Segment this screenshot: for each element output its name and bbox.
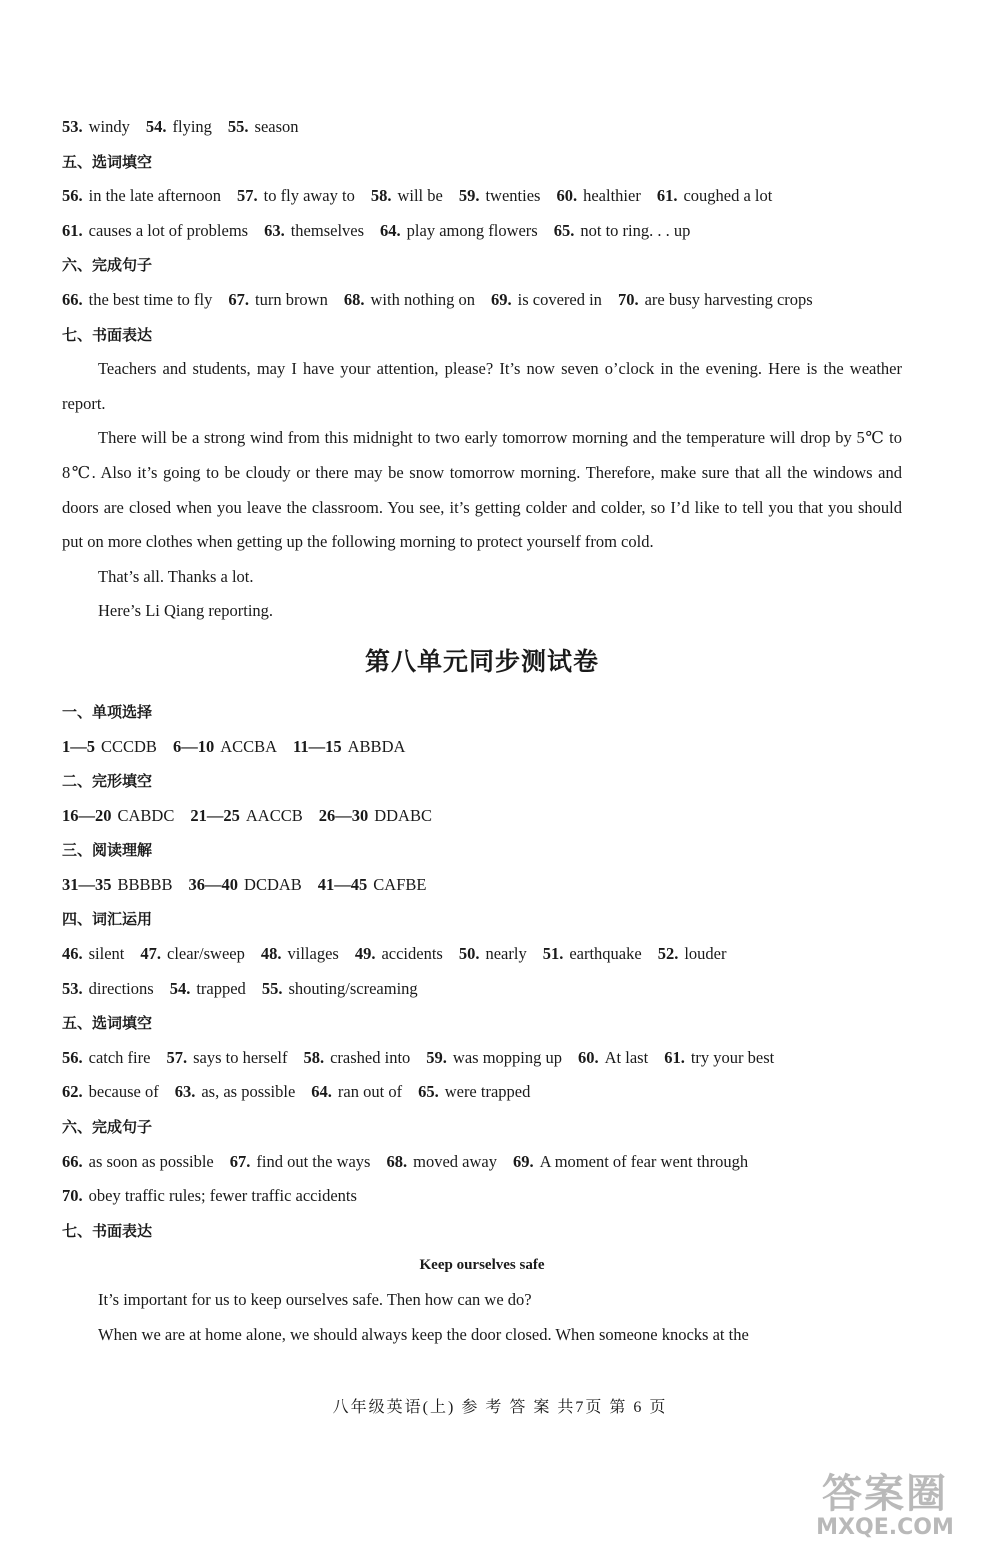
answer-item	[264, 214, 364, 249]
answer-text: CABDC	[117, 805, 175, 825]
question-number: 46.	[62, 944, 83, 964]
answer-item	[189, 868, 302, 903]
answer-text: obey traffic rules; fewer traffic accidents	[88, 1186, 357, 1206]
answer-item	[554, 214, 691, 249]
answer-item	[62, 972, 154, 1007]
answer-item	[319, 799, 432, 834]
answer-row	[62, 1145, 902, 1180]
section-heading: 一、单项选择	[62, 702, 153, 721]
answer-row	[62, 1179, 902, 1214]
answer-item	[230, 1145, 371, 1180]
question-number: 70.	[62, 1186, 83, 1206]
question-number: 64.	[380, 220, 401, 240]
question-number: 50.	[458, 944, 480, 964]
answer-text: were trapped	[444, 1082, 531, 1102]
question-number: 6—10	[172, 736, 215, 756]
question-number: 31—35	[62, 874, 112, 894]
essay-paragraph: Here’s Li Qiang reporting.	[98, 601, 274, 621]
question-number: 48.	[260, 944, 282, 964]
question-number: 54.	[145, 117, 167, 136]
answer-row	[62, 283, 902, 318]
section-heading: 五、选词填空	[62, 1014, 153, 1033]
answer-item	[657, 179, 773, 214]
answer-text: trapped	[196, 978, 246, 998]
answer-text: directions	[88, 978, 154, 998]
previous-unit-answers	[62, 110, 902, 629]
answer-row	[62, 110, 902, 145]
question-number: 55.	[261, 978, 283, 998]
question-number: 70.	[617, 289, 639, 309]
question-number: 52.	[657, 944, 679, 964]
answer-row	[62, 179, 902, 214]
answer-text: because of	[88, 1082, 159, 1102]
answer-item	[318, 868, 427, 903]
question-number: 64.	[311, 1082, 332, 1102]
question-number: 58.	[370, 186, 392, 206]
question-number: 51.	[542, 944, 564, 964]
answer-text: try your best	[690, 1047, 775, 1067]
essay-paragraph: When we are at home alone, we should always keep the door closed. When someone knocks at the	[98, 1324, 749, 1344]
answer-text: DCDAB	[244, 874, 302, 894]
answer-text: not to ring. . . up	[580, 220, 691, 240]
question-number: 47.	[140, 944, 161, 964]
answer-item	[459, 179, 541, 214]
answer-row	[62, 937, 902, 972]
question-number: 21—25	[190, 805, 240, 825]
question-number: 69.	[512, 1151, 534, 1171]
answer-text: BBBBB	[117, 874, 173, 894]
section-heading: 七、书面表达	[62, 1221, 153, 1240]
answer-text: turn brown	[254, 289, 328, 309]
page-footer: 八年级英语(上) 参 考 答 案 共7页 第 6 页	[332, 1399, 668, 1416]
question-number: 61.	[664, 1047, 685, 1067]
question-number: 63.	[264, 220, 285, 240]
answer-text: with nothing on	[370, 289, 475, 309]
essay-paragraph: Teachers and students, may I have your attention, please? It’s now seven o’clock in the evening. Here is the weather report.	[62, 359, 902, 413]
question-number: 60.	[556, 186, 578, 206]
watermark-logo-text: 答案圈	[822, 1471, 948, 1517]
answer-row	[62, 1075, 902, 1110]
answer-row	[62, 730, 902, 765]
answer-text: At last	[604, 1047, 649, 1067]
answer-item	[62, 868, 173, 903]
answer-item	[491, 283, 602, 318]
question-number: 65.	[553, 220, 575, 240]
answer-text: clear/sweep	[167, 944, 245, 964]
question-number: 69.	[491, 289, 512, 309]
question-number: 36—40	[188, 874, 239, 894]
answer-text: A moment of fear went through	[539, 1151, 749, 1171]
answer-text: says to herself	[193, 1047, 288, 1067]
section-heading: 三、阅读理解	[62, 841, 153, 860]
answer-text: causes a lot of problems	[88, 220, 249, 240]
answer-item	[311, 1075, 402, 1110]
question-number: 63.	[174, 1082, 196, 1102]
essay-paragraph: That’s all. Thanks a lot.	[98, 566, 254, 586]
essay-title: Keep ourselves safe	[419, 1257, 545, 1274]
watermark-logo	[800, 1472, 970, 1538]
answer-item	[578, 1041, 648, 1076]
section-heading: 六、完成句子	[62, 1118, 153, 1137]
question-number: 57.	[166, 1047, 188, 1067]
section-heading: 四、词汇运用	[62, 910, 153, 929]
answer-text: the best time to fly	[88, 289, 213, 309]
answer-item	[344, 283, 475, 318]
answer-item	[173, 730, 277, 765]
answer-text: healthier	[583, 186, 641, 206]
answer-text: crashed into	[330, 1047, 411, 1067]
question-number: 55.	[227, 117, 249, 136]
answer-text: is covered in	[517, 289, 602, 309]
answer-item	[228, 110, 299, 145]
answer-text: DDABC	[374, 805, 432, 825]
watermark-url: MXQE.COM	[816, 1515, 954, 1540]
question-number: 56.	[62, 186, 83, 206]
answer-text: AACCB	[245, 805, 303, 825]
answer-item	[228, 283, 328, 318]
answer-row	[62, 972, 902, 1007]
question-number: 41—45	[317, 874, 368, 894]
question-number: 1—5	[62, 736, 95, 756]
answer-text: windy	[88, 117, 130, 136]
answer-row	[62, 1041, 902, 1076]
question-number: 58.	[303, 1047, 325, 1067]
unit-8-answers	[62, 695, 902, 1352]
answer-item	[371, 179, 443, 214]
essay-paragraph: There will be a strong wind from this midnight to two early tomorrow morning and the temperature will drop by 5℃ to 8℃. Also it’s going to be cloudy or there may be snow tomorrow morning. Therefore, make sure that all the windows and doors are closed when you leave the classroom. You see, it’s getting colder and colder, so I’d like to tell you that you should put on more clothes when getting up the following morning to protect yourself from cold.	[62, 428, 902, 552]
answer-item	[62, 110, 130, 145]
question-number: 66.	[62, 1151, 83, 1171]
answer-item	[618, 283, 813, 318]
answer-text: ran out of	[337, 1082, 403, 1102]
answer-item	[166, 1041, 287, 1076]
answer-text: catch fire	[88, 1047, 151, 1067]
answer-text: CAFBE	[373, 874, 427, 894]
answer-item	[62, 1075, 159, 1110]
question-number: 16—20	[62, 805, 112, 825]
answer-text: louder	[684, 944, 727, 964]
answer-text: as soon as possible	[88, 1151, 214, 1171]
answer-item	[62, 179, 221, 214]
question-number: 68.	[386, 1151, 408, 1171]
answer-item	[62, 1179, 357, 1214]
answer-text: earthquake	[569, 944, 642, 964]
answer-item	[170, 972, 246, 1007]
answer-item	[62, 730, 157, 765]
essay-paragraph: It’s important for us to keep ourselves safe. Then how can we do?	[98, 1290, 532, 1309]
answer-item	[459, 937, 527, 972]
answer-text: was mopping up	[452, 1047, 563, 1067]
answer-row	[62, 868, 902, 903]
question-number: 56.	[62, 1047, 83, 1067]
answer-item	[262, 972, 418, 1007]
question-number: 60.	[578, 1047, 599, 1067]
answer-text: to fly away to	[263, 186, 355, 206]
answer-text: villages	[287, 944, 339, 964]
section-heading: 二、完形填空	[62, 772, 153, 791]
question-number: 26—30	[318, 805, 369, 825]
question-number: 11—15	[293, 736, 342, 756]
question-number: 59.	[426, 1047, 447, 1067]
answer-text: twenties	[485, 186, 541, 206]
answer-item	[62, 283, 212, 318]
answer-text: in the late afternoon	[88, 186, 222, 206]
answer-text: play among flowers	[406, 220, 538, 240]
question-number: 61.	[62, 220, 83, 240]
answer-text: accidents	[381, 944, 443, 964]
answer-text: are busy harvesting crops	[644, 289, 813, 309]
answer-text: nearly	[485, 944, 527, 964]
question-number: 49.	[354, 944, 376, 964]
unit-title: 第八单元同步测试卷	[364, 646, 599, 676]
question-number: 61.	[656, 186, 678, 206]
question-number: 68.	[343, 289, 365, 309]
answer-item	[175, 1075, 296, 1110]
question-number: 59.	[458, 186, 480, 206]
answer-text: silent	[88, 944, 125, 964]
answer-item	[62, 937, 124, 972]
answer-item	[190, 799, 302, 834]
answer-item	[426, 1041, 562, 1076]
answer-item	[418, 1075, 530, 1110]
answer-page	[62, 110, 902, 1352]
section-heading: 六、完成句子	[62, 256, 153, 275]
section-heading: 五、选词填空	[62, 152, 153, 171]
answer-item	[62, 799, 174, 834]
answer-item	[355, 937, 443, 972]
question-number: 67.	[229, 1151, 251, 1171]
answer-text: ACCBA	[220, 736, 278, 756]
question-number: 57.	[237, 186, 258, 206]
answer-text: coughed a lot	[683, 186, 773, 206]
answer-item	[658, 937, 727, 972]
answer-text: themselves	[290, 220, 365, 240]
answer-item	[556, 179, 640, 214]
answer-row	[62, 799, 902, 834]
answer-row	[62, 214, 902, 249]
question-number: 53.	[62, 978, 83, 998]
answer-item	[380, 214, 538, 249]
answer-item	[293, 730, 405, 765]
answer-text: season	[254, 117, 299, 136]
answer-item	[146, 110, 212, 145]
answer-item	[303, 1041, 410, 1076]
answer-text: flying	[172, 117, 212, 136]
answer-item	[261, 937, 339, 972]
question-number: 54.	[169, 978, 191, 998]
section-heading: 七、书面表达	[62, 325, 153, 344]
question-number: 53.	[62, 117, 83, 136]
answer-item	[62, 1145, 214, 1180]
answer-item	[62, 214, 248, 249]
question-number: 62.	[62, 1082, 83, 1102]
answer-item	[543, 937, 642, 972]
answer-item	[513, 1145, 748, 1180]
answer-item	[140, 937, 245, 972]
answer-text: find out the ways	[256, 1151, 371, 1171]
answer-text: ABBDA	[347, 736, 406, 756]
answer-item	[386, 1145, 496, 1180]
answer-text: moved away	[413, 1151, 497, 1171]
answer-text: shouting/screaming	[288, 978, 418, 998]
question-number: 67.	[228, 289, 249, 309]
question-number: 65.	[418, 1082, 439, 1102]
answer-text: as, as possible	[201, 1082, 296, 1102]
answer-item	[237, 179, 355, 214]
answer-text: will be	[397, 186, 443, 206]
answer-text: CCCDB	[101, 736, 157, 756]
answer-item	[62, 1041, 150, 1076]
question-number: 66.	[62, 289, 83, 309]
answer-item	[664, 1041, 774, 1076]
